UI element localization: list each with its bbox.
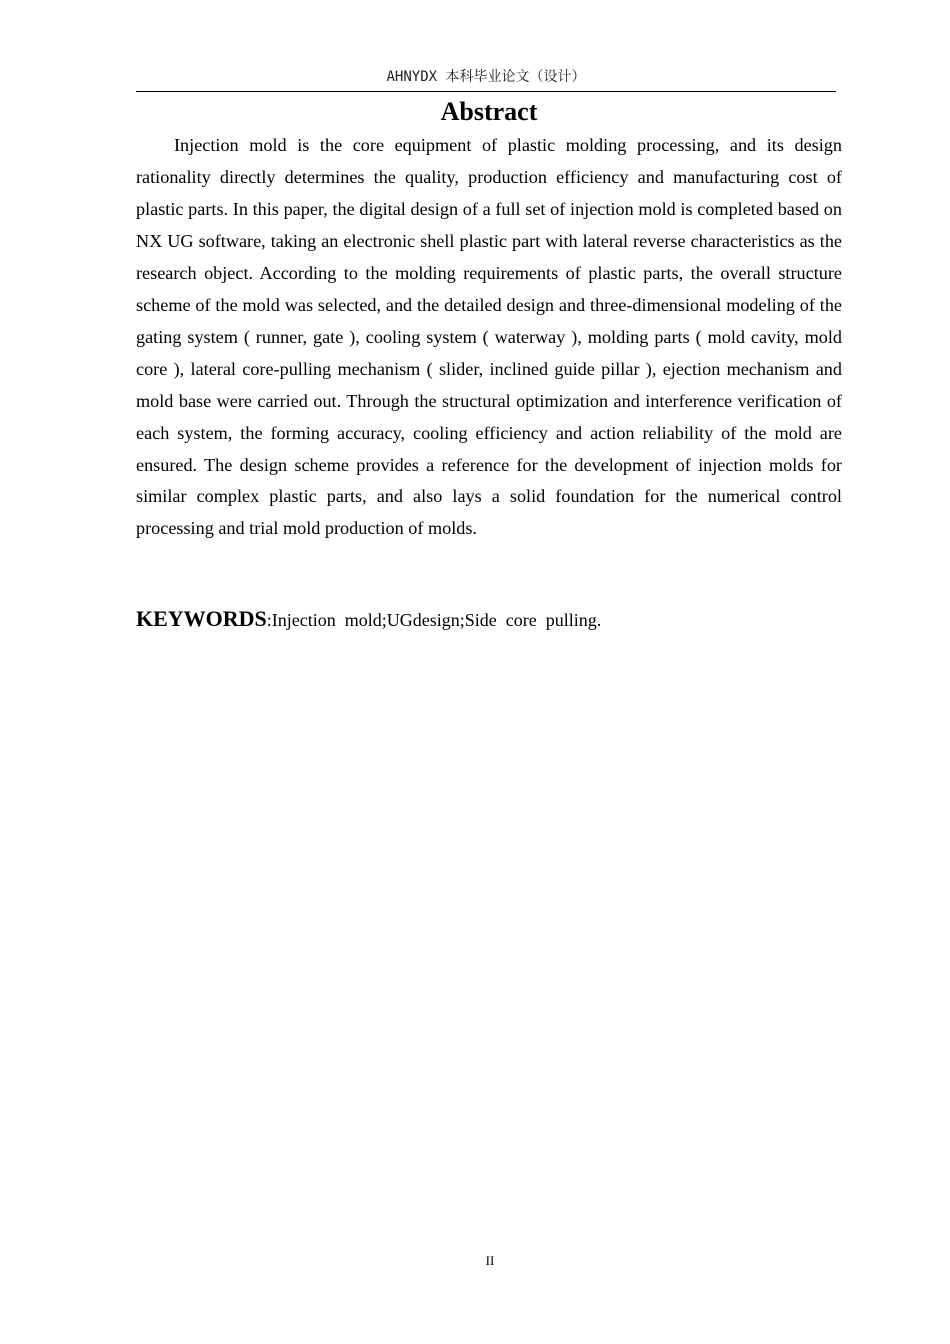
keywords-label: KEYWORDS (136, 606, 267, 631)
running-header: AHNYDX 本科毕业论文（设计） (386, 69, 586, 85)
abstract-title: Abstract (440, 97, 538, 126)
keywords-text: :Injection mold;UGdesign;Side core pulling. (266, 610, 602, 630)
page-number: II (485, 1253, 495, 1268)
abstract-paragraph: Injection mold is the core equipment of plastic molding processing, and its design rationality directly determines the quality, production efficiency and manufacturing cost of plastic parts. In this paper, the digital design of a full set of injection mold is completed based on NX UG software, taking an electronic shell plastic part with lateral reverse characteristics as the research object. According to the molding requirements of plastic parts, the overall structure scheme of the mold was selected, and the detailed design and three-dimensional modeling of the gating system ( runner, gate ), cooling system ( waterway ), molding parts ( mold cavity, mold core ), lateral core-pulling mechanism ( slider, inclined guide pillar ), ejection mechanism and mold base were carried out. Through the structural optimization and interference verification of each system, the forming accuracy, cooling efficiency and action reliability of the mold are ensured. The design scheme provides a reference for the development of injection molds for similar complex plastic parts, and also lays a solid foundation for the numerical control processing and trial mold production of molds. (136, 135, 842, 539)
header-rule (136, 91, 836, 92)
keywords-line (136, 603, 842, 636)
